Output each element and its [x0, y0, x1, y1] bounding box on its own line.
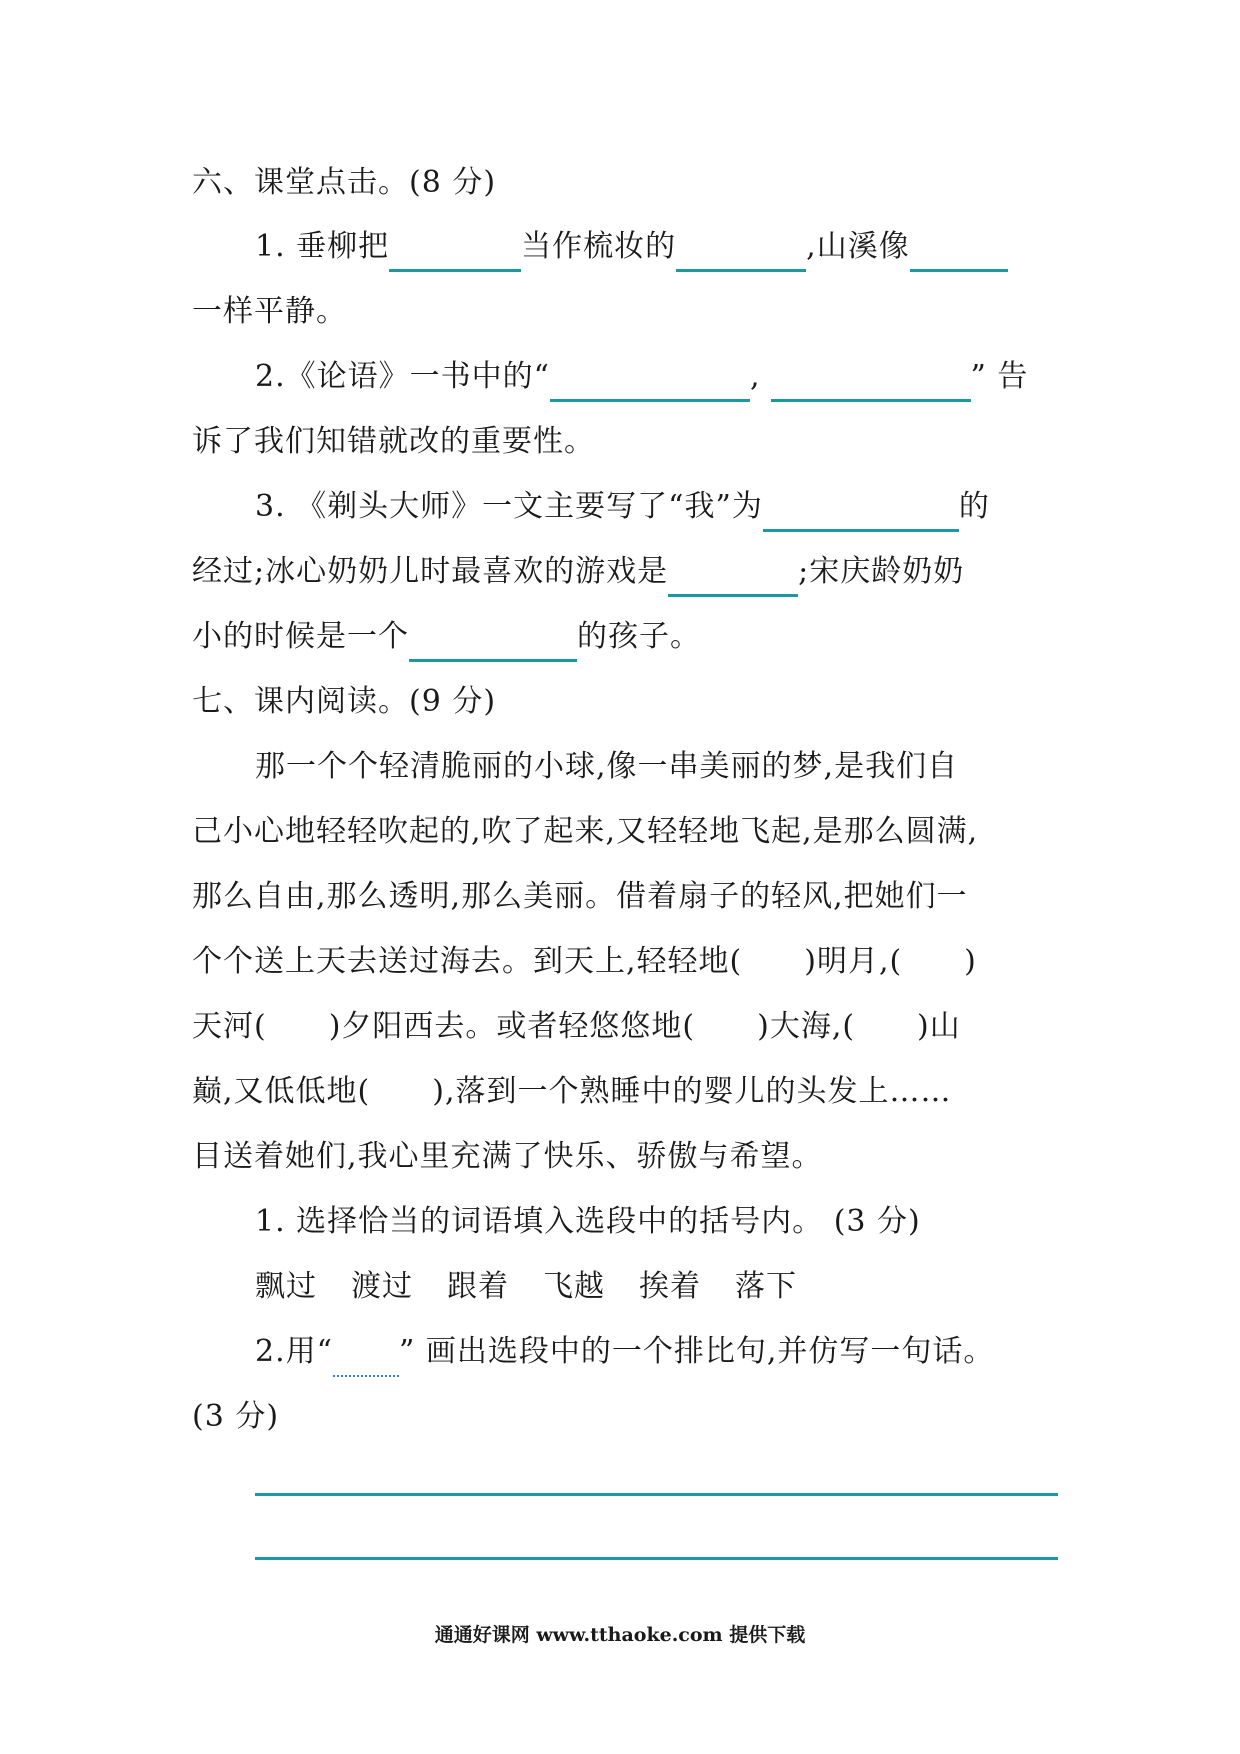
- s7-question-1: [255, 1197, 1240, 1247]
- section6-heading-text: 六、课堂点击。(8 分): [192, 165, 497, 200]
- word-option: 挨着: [639, 1269, 701, 1304]
- passage-line-5: [192, 1002, 1240, 1052]
- section6-heading: [192, 158, 1240, 208]
- passage-line-4-text: 个个送上天去送过海去。到天上,轻轻地( )明月,( ): [192, 944, 977, 979]
- wavy-underline-sample: [333, 1335, 399, 1377]
- word-option: 落下: [735, 1269, 797, 1304]
- passage-line-7-text: 目送着她们,我心里充满了快乐、骄傲与希望。: [192, 1139, 823, 1174]
- section7-heading-text: 七、课内阅读。(9 分): [192, 684, 497, 719]
- passage-line-2-text: 己小心地轻轻吹起的,吹了起来,又轻轻地飞起,是那么圆满,: [192, 814, 979, 849]
- s7-question-2: [255, 1327, 1240, 1377]
- s6-q1-text-b: 当作梳妆的: [521, 229, 677, 264]
- passage-line-3-text: 那么自由,那么透明,那么美丽。借着扇子的轻风,把她们一: [192, 879, 968, 914]
- s6-q1-text-d: 一样平静。: [192, 294, 347, 329]
- section7-heading: [192, 677, 1240, 727]
- answer-line-2[interactable]: [255, 1557, 1058, 1560]
- s6-question-2-cont: [192, 417, 1240, 467]
- passage-line-7: [192, 1132, 1240, 1182]
- s6-q3-blank-1[interactable]: [763, 489, 959, 532]
- s6-question-2: [255, 352, 1240, 402]
- s6-q1-blank-3[interactable]: [910, 229, 1008, 272]
- s6-q3-text-c: 经过;冰心奶奶儿时最喜欢的游戏是: [192, 554, 669, 589]
- s6-q3-text-a: 3. 《剃头大师》一文主要写了“我”为: [255, 489, 763, 524]
- s6-q3-text-d: ;宋庆龄奶奶: [798, 554, 965, 589]
- passage-line-2: [192, 807, 1240, 857]
- s6-q3-text-e: 小的时候是一个: [192, 619, 409, 654]
- word-bank: [255, 1262, 1240, 1312]
- passage-line-6: [192, 1067, 1240, 1117]
- footer-text: 通通好课网 www.tthaoke.com 提供下载: [434, 1624, 806, 1646]
- s6-q2-text-d: 诉了我们知错就改的重要性。: [192, 424, 595, 459]
- s6-q2-blank-2[interactable]: [771, 359, 971, 402]
- s6-q3-text-b: 的: [958, 489, 990, 524]
- s6-question-1-cont: [192, 287, 1240, 337]
- s6-q2-blank-1[interactable]: [550, 359, 750, 402]
- s6-question-1: [255, 222, 1240, 272]
- s6-q1-text-a: 1. 垂柳把: [255, 229, 390, 264]
- passage-line-1: [255, 742, 1240, 792]
- s6-question-3-cont2: [192, 612, 1240, 662]
- answer-line-1[interactable]: [255, 1493, 1058, 1496]
- s6-q3-blank-2[interactable]: [668, 554, 798, 597]
- s6-q2-text-b: ,: [749, 359, 761, 394]
- passage-line-6-text: 巅,又低低地( ),落到一个熟睡中的婴儿的头发上……: [192, 1074, 952, 1109]
- s6-q3-text-f: 的孩子。: [577, 619, 701, 654]
- word-option: 跟着: [447, 1269, 509, 1304]
- s6-q1-blank-2[interactable]: [676, 229, 806, 272]
- s7-q1-text: 1. 选择恰当的词语填入选段中的括号内。 (3 分): [255, 1204, 921, 1239]
- passage-line-5-text: 天河( )夕阳西去。或者轻悠悠地( )大海,( )山: [192, 1009, 961, 1044]
- s6-q2-text-c: ” 告: [970, 359, 1029, 394]
- s7-q2-text-a: 2.用“: [255, 1334, 333, 1369]
- s6-question-3: [255, 482, 1240, 532]
- page-footer: [0, 1620, 1240, 1647]
- s7-q2-text-b: ” 画出选段中的一个排比句,并仿写一句话。: [398, 1334, 995, 1369]
- passage-line-1-text: 那一个个轻清脆丽的小球,像一串美丽的梦,是我们自: [255, 749, 959, 784]
- passage-line-3: [192, 872, 1240, 922]
- word-option: 飘过: [255, 1269, 317, 1304]
- s6-q2-text-a: 2.《论语》一书中的“: [255, 359, 550, 394]
- s6-q3-blank-3[interactable]: [409, 619, 577, 662]
- s6-question-3-cont: [192, 547, 1240, 597]
- passage-line-4: [192, 937, 1240, 987]
- word-option: 飞越: [543, 1269, 605, 1304]
- s7-q2-text-c: (3 分): [192, 1399, 280, 1434]
- s6-q1-text-c: ,山溪像: [806, 229, 910, 264]
- word-option: 渡过: [351, 1269, 413, 1304]
- s7-question-2-cont: [192, 1392, 1240, 1442]
- s6-q1-blank-1[interactable]: [389, 229, 521, 272]
